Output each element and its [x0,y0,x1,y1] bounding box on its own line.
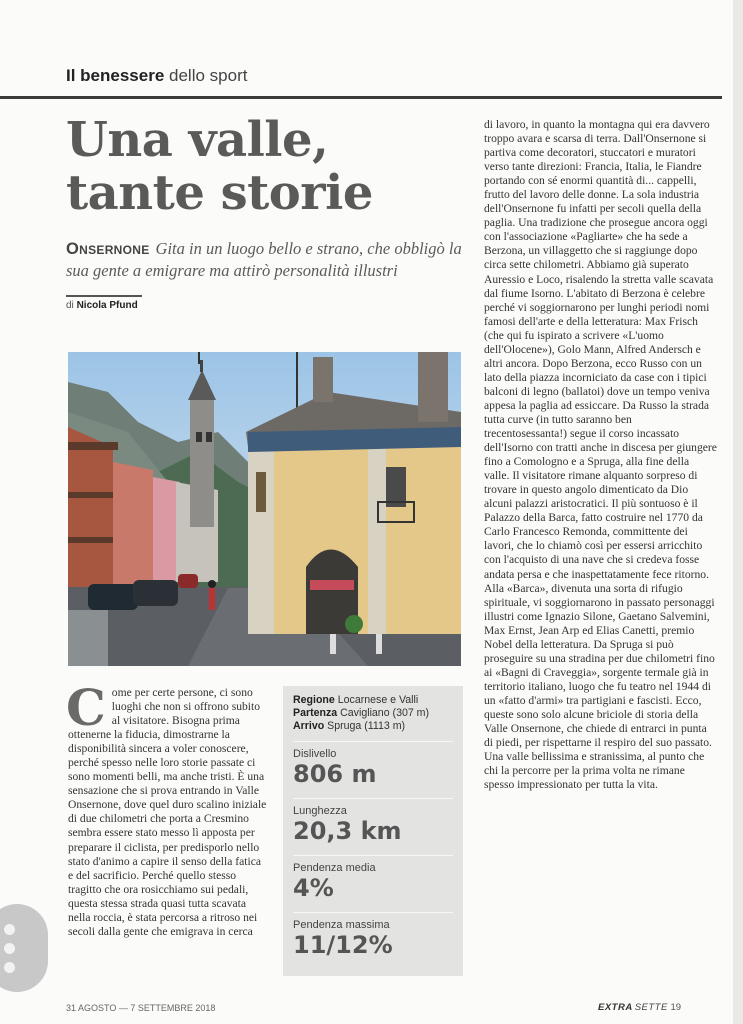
rubric-rule [0,96,722,99]
body-right-text: di lavoro, in quanto la montagna qui era davvero troppo avara e scarsa di terra. Dall'Onsernone si partiva come decoratori, stuccatori e muratori verso tante direzioni: Francia, Italia, le Fiandre portando con sé enormi quantità di... cappelli, frutto del lavoro delle donne. La sola industria dell'Onsernone fu infatti per secoli quella della paglia. Una tradizione che prosegue ancora oggi con l'associazione «Pagliarte» che ha sede a Berzona, un villaggetto che si raggiunge dopo circa sette chilometri. Abbiamo già superato Auressio e Loco, risalendo la stretta valle scavata dal fiume Isorno. L'abitato di Berzona è celebre perché vi soggiornarono per lunghi periodi nomi famosi dell'arte e della letteratura: Max Frisch (che qui fu ispirato a scrivere «L'uomo dell'Olocene»), Golo Mann, Alfred Andersch e altri ancora. Dopo Berzona, ecco Russo con un lato della piazza incorniciato da case con i tipici balconi di legno (ballatoi) dove un tempo veniva appesa la paglia ad essiccare. Da Russo la strada tutta curve (in tutto saranno ben trecentosessanta!) segue il corso incassato dell'Isorno con tratti anche in discesa per giungere fino a Comologno e a Spruga, alla fine della valle. Il visitatore rimane alquanto sorpreso di trovare in questo angolo dimenticato da Dio alcuni palazzi aristocratici. Il più sontuoso è il Palazzo della Barca, fatto costruire nel 1770 da Carlo Francesco Remonda, committente dei lavori, che lo chiamò così per essersi arricchito con l'acquisto di una nave che si credeva fosse andata persa e che inaspettatamente fece ritorno. Alla «Barca», divenuta una sorta di rifugio spirituale, vi soggiornarono in passato personaggi illustri come Ignazio Silone, Gaetano Salvemini, Max Ernst, Jean Arp ed Elias Canetti, premio Nobel della letteratura. Da Spruga si può proseguire su una stradina per due chilometri fino ai «Bagni di Craveggia», sorgente termale già in territorio italiano, luogo che fu teatro nel 1944 di un «fatto d'armi» tra partigiani e fascisti. Ecco, queste sono solo alcune briciole di storia della Valle Onsernone, che chiede di entrarci in punta di piedi, per rispettarne il respiro del suo passato. Una valle bellissima e stranissima, al punto che chi la percorre per la prima volta ne rimane spesso impressionato per tutta la vita. [484,118,717,792]
route-infobox [283,686,463,976]
menu-dot [4,962,15,973]
arrivo-label: Arrivo [293,720,325,732]
footer-brand: EXTRA [598,1002,633,1013]
byline-prefix: di [66,300,74,311]
article-headline [66,114,466,220]
partenza-label: Partenza [293,707,338,719]
article-column-left [66,678,268,939]
section-rubric [66,66,247,86]
byline [66,300,138,311]
menu-dot [4,943,15,954]
headline-line-1: Una valle, [66,112,329,168]
stat-value-pendenza-massima: 11/12% [293,931,393,959]
deck-text: Gita in un luogo bello e strano, che obbligò la sua gente a emigrare ma attirò personalità illustri [66,239,462,280]
stat-label-dislivello: Dislivello [293,741,453,760]
byline-author: Nicola Pfund [76,300,138,311]
rubric-light: dello sport [169,66,248,85]
page-gutter [733,0,743,1024]
stat-label-lunghezza: Lunghezza [293,798,453,817]
rubric-bold: Il benessere [66,66,165,85]
drop-cap: C [66,678,106,737]
village-photo-illustration [68,352,461,666]
info-partenza [293,707,453,720]
stat-value-dislivello: 806 m [293,760,377,788]
footer-brand-2: SETTE [634,1002,668,1013]
info-regione [293,694,453,707]
info-arrivo [293,720,453,733]
regione-label: Regione [293,694,335,706]
article-deck [66,238,471,282]
body-left-text: ome per certe persone, ci sono luoghi che non si offrono subito al visitatore. Bisogna prima ottenerne la fiducia, dimostrarne la disponibilità sincera a voler conoscere, perché spesso nelle loro storie passate ci sono momenti belli, ma anche tristi. È una sensazione che si prova entrando in Valle Onsernone, dove quel duro scalino iniziale di due chilometri che porta a Cresmino sembra essere stato messo lì apposta per preparare il ciclista, per predisporlo nello stato d'animo a capire il senso della fatica e del sacrificio. Perché quello stesso tragitto che ora rosicchiamo sui pedali, questa stessa strada quasi tutta scavata nella roccia, è stata percorsa a ritroso nei secoli dalla gente che emigrava in cerca [68,686,267,938]
headline-line-2: tante storie [66,165,373,221]
more-vertical-icon[interactable] [0,904,48,992]
deck-kicker: Onsernone [66,240,150,258]
footer-date: 31 AGOSTO — 7 SETTEMBRE 2018 [66,1003,216,1013]
footer-page-number: 19 [670,1002,682,1013]
stat-value-pendenza-media: 4% [293,874,334,902]
arrivo-value: Spruga (1113 m) [327,720,406,732]
stat-label-pendenza-massima: Pendenza massima [293,912,453,931]
regione-value: Locarnese e Valli [337,694,419,706]
article-column-right [484,118,717,792]
menu-dot [4,924,15,935]
article-photo [68,352,461,666]
stat-label-pendenza-media: Pendenza media [293,855,453,874]
footer-folio [598,1002,681,1013]
partenza-value: Cavigliano (307 m) [340,707,430,719]
stat-value-lunghezza: 20,3 km [293,817,402,845]
byline-rule [66,295,142,297]
